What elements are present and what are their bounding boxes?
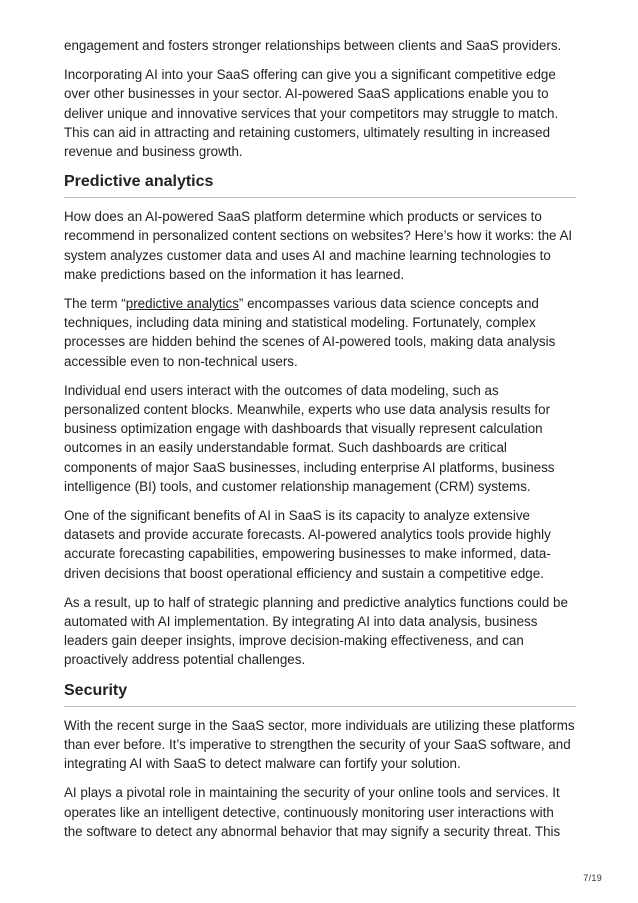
paragraph-security-1: With the recent surge in the SaaS sector, more individuals are utilizing these platforms than ever before. It’s imperative to strengthen the security of your SaaS software, and integrating AI with SaaS to detect malware can fortify your solution. xyxy=(64,717,575,772)
page-number: 7/19 xyxy=(583,873,602,883)
paragraph-predictive-4: One of the significant benefits of AI in SaaS is its capacity to analyze extensive datasets and provide accurate forecasts. AI-powered analytics tools provide highly accurate forecasting capabilities, empowering businesses to make informed, data-driven decisions that boost operational efficiency and sustain a competitive edge. xyxy=(64,508,551,581)
paragraph-predictive-1: How does an AI-powered SaaS platform determine which products or services to recommend in personalized content sections on websites? Here’s how it works: the AI system analyzes customer data and uses AI and machine learning technologies to make predictions based on the information it has learned. xyxy=(64,209,573,282)
text-segment: ” encompasses various data science concepts and techniques, including data mining and statistical modeling. Fortunately, complex processes are hidden behind the scenes of AI-powered tools, making data analysis accessible even to non-technical users. xyxy=(64,296,556,369)
heading-security: Security xyxy=(64,680,576,707)
heading-predictive-analytics: Predictive analytics xyxy=(64,171,576,198)
paragraph-intro-end: engagement and fosters stronger relationships between clients and SaaS providers. xyxy=(64,38,562,53)
paragraph-competitive-edge: Incorporating AI into your SaaS offering can give you a significant competitive edge over other businesses in your sector. AI-powered SaaS applications enable you to deliver unique and innovative services that your competitors may struggle to match. This can aid in attracting and retaining customers, ultimately resulting in increased revenue and business growth. xyxy=(64,67,559,160)
section-spacer xyxy=(64,707,576,716)
paragraph-predictive-3: Individual end users interact with the outcomes of data modeling, such as personalized content blocks. Meanwhile, experts who use data analysis results for business optimization engage with dashboards that visually represent calculation outcomes in an easily understandable format. Such dashboards are critical components of major SaaS businesses, including enterprise AI platforms, business intelligence (BI) tools, and customer relationship management (CRM) systems. xyxy=(64,382,555,494)
text-segment: The term “ xyxy=(64,296,126,312)
predictive-analytics-link[interactable]: predictive analytics xyxy=(125,296,239,312)
paragraph-predictive-5: As a result, up to half of strategic planning and predictive analytics functions could be automated with AI implementation. By integrating AI into data analysis, business leaders gain deeper insights, improve decision-making effectiveness, and can proactively address potential challenges. xyxy=(64,594,568,668)
document-page xyxy=(64,36,576,851)
section-spacer xyxy=(64,198,576,207)
paragraph-predictive-2 xyxy=(64,294,576,371)
paragraph-security-2: AI plays a pivotal role in maintaining the security of your online tools and services. It operates like an intelligent detective, continuously monitoring user interactions with the software to detect any abnormal behavior that may signify a security threat. This xyxy=(64,785,561,839)
